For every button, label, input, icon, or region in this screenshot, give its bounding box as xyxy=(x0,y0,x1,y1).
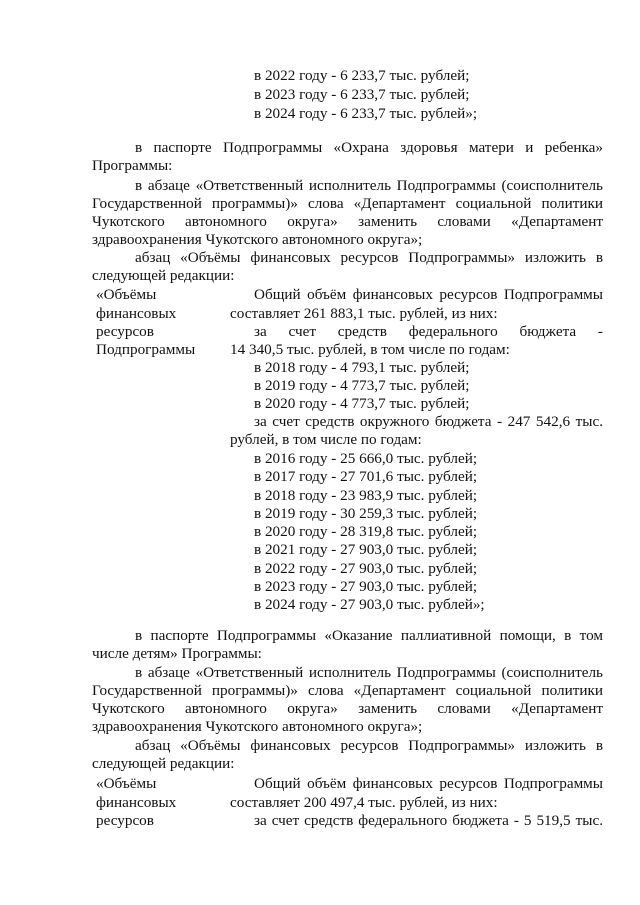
paragraph-resources-1-cont: следующей редакции: xyxy=(92,267,235,284)
table1-label: «Объёмы xyxy=(96,286,157,303)
table1-year-line: в 2023 году - 27 903,0 тыс. рублей; xyxy=(254,578,478,595)
paragraph-executor-1-cont: Чукотского автономного округа» заменить словами «Департамент xyxy=(92,213,603,230)
paragraph-executor-2-cont: Государственной программы)» слова «Департамент социальной политики xyxy=(92,682,603,699)
table2-total-cont: составляет 200 497,4 тыс. рублей, из них: xyxy=(230,794,498,811)
table1-label: Подпрограммы xyxy=(96,341,196,358)
table1-year-line: в 2020 году - 4 773,7 тыс. рублей; xyxy=(254,395,470,412)
table2-label: финансовых xyxy=(96,794,177,811)
paragraph-resources-2: абзац «Объёмы финансовых ресурсов Подпрограммы» изложить в xyxy=(135,737,603,754)
paragraph-resources-2-cont: следующей редакции: xyxy=(92,755,235,772)
table1-okrug: за счет средств окружного бюджета - 247 542,6 тыс. xyxy=(254,413,603,430)
table1-total-cont: составляет 261 883,1 тыс. рублей, из них: xyxy=(230,305,498,322)
paragraph-resources-1: абзац «Объёмы финансовых ресурсов Подпрограммы» изложить в xyxy=(135,249,603,266)
paragraph-executor-2: в абзаце «Ответственный исполнитель Подпрограммы (соисполнитель xyxy=(135,664,603,681)
table1-federal: за счет средств федерального бюджета - xyxy=(254,323,603,340)
table2-federal: за счет средств федерального бюджета - 5 519,5 тыс. xyxy=(254,812,603,829)
paragraph-executor-2-cont: Чукотского автономного округа» заменить словами «Департамент xyxy=(92,700,603,717)
table2-total: Общий объём финансовых ресурсов Подпрограммы xyxy=(254,775,603,792)
table1-year-line: в 2019 году - 30 259,3 тыс. рублей; xyxy=(254,505,478,522)
paragraph-passport-1: в паспорте Подпрограммы «Охрана здоровья матери и ребенка» xyxy=(135,139,603,156)
table2-label: «Объёмы xyxy=(96,775,157,792)
table1-total: Общий объём финансовых ресурсов Подпрограммы xyxy=(254,286,603,303)
table1-year-line: в 2016 году - 25 666,0 тыс. рублей; xyxy=(254,450,478,467)
table1-year-line: в 2017 году - 27 701,6 тыс. рублей; xyxy=(254,468,478,485)
table1-year-line: в 2024 году - 27 903,0 тыс. рублей»; xyxy=(254,596,485,613)
paragraph-executor-1: в абзаце «Ответственный исполнитель Подпрограммы (соисполнитель xyxy=(135,177,603,194)
table1-label: ресурсов xyxy=(96,323,154,340)
paragraph-executor-1-cont: здравоохранения Чукотского автономного округа»; xyxy=(92,231,423,248)
paragraph-executor-2-cont: здравоохранения Чукотского автономного округа»; xyxy=(92,718,423,735)
year-line: в 2023 году - 6 233,7 тыс. рублей; xyxy=(254,86,470,103)
table1-okrug-cont: рублей, в том числе по годам: xyxy=(230,431,422,448)
paragraph-passport-1-cont: Программы: xyxy=(92,157,173,174)
table2-label: ресурсов xyxy=(96,812,154,829)
table1-year-line: в 2018 году - 4 793,1 тыс. рублей; xyxy=(254,359,470,376)
table1-year-line: в 2021 году - 27 903,0 тыс. рублей; xyxy=(254,541,478,558)
table1-federal-cont: 14 340,5 тыс. рублей, в том числе по годам: xyxy=(230,341,510,358)
year-line: в 2024 году - 6 233,7 тыс. рублей»; xyxy=(254,105,478,122)
paragraph-executor-1-cont: Государственной программы)» слова «Департамент социальной политики xyxy=(92,195,603,212)
table1-year-line: в 2018 году - 23 983,9 тыс. рублей; xyxy=(254,487,478,504)
paragraph-passport-2-cont: числе детям» Программы: xyxy=(92,645,262,662)
table1-year-line: в 2020 году - 28 319,8 тыс. рублей; xyxy=(254,523,478,540)
year-line: в 2022 году - 6 233,7 тыс. рублей; xyxy=(254,67,470,84)
paragraph-passport-2: в паспорте Подпрограммы «Оказание паллиативной помощи, в том xyxy=(135,627,603,644)
table1-year-line: в 2022 году - 27 903,0 тыс. рублей; xyxy=(254,560,478,577)
table1-year-line: в 2019 году - 4 773,7 тыс. рублей; xyxy=(254,377,470,394)
table1-label: финансовых xyxy=(96,305,177,322)
